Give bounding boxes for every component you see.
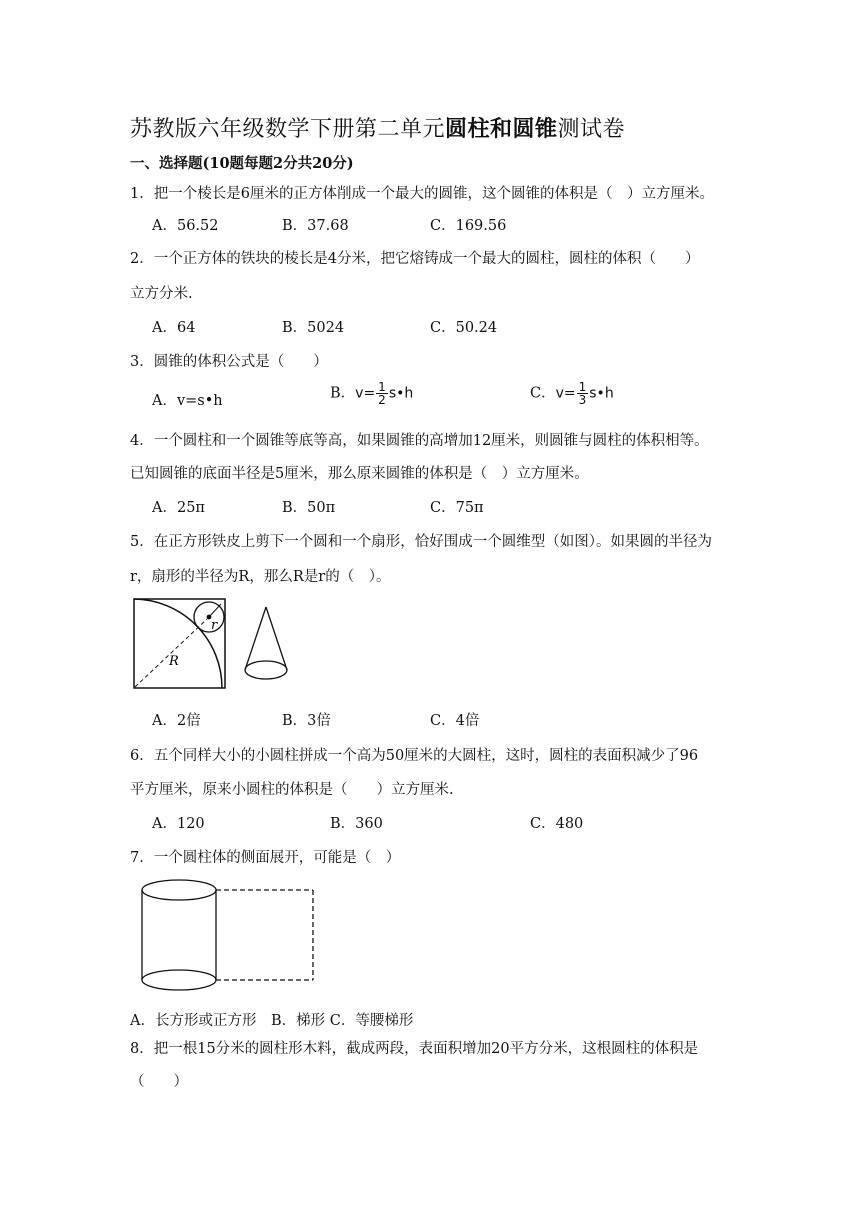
q7-options: A．长方形或正方形 B．梯形 C．等腰梯形 <box>130 1013 414 1029</box>
question-8-line-1: 8．把一根15分米的圆柱形木料，截成两段，表面积增加20平方分米，这根圆柱的体积是 <box>130 1041 699 1057</box>
q5-option-b: B．3倍 <box>282 713 331 729</box>
section-heading: 一、选择题(10题每题2分共20分) <box>130 155 354 172</box>
q4-option-a: A．25π <box>152 500 205 516</box>
question-5-line-2: r，扇形的半径为R，那么R是r的（ ）。 <box>130 569 391 585</box>
fraction-one-third: $\frac{1}{3}$ <box>578 380 587 407</box>
question-3: 3．圆锥的体积公式是（ ） <box>130 354 328 370</box>
q4-option-c: C．75π <box>430 500 484 516</box>
question-2-line-1: 2．一个正方体的铁块的棱长是4分米，把它熔铸成一个最大的圆柱，圆柱的体积（ ） <box>130 251 700 267</box>
large-radius-label: R <box>169 654 179 669</box>
question-2-line-2: 立方分米. <box>130 286 193 302</box>
q3-option-a: A．v=s•h <box>152 393 223 409</box>
q2-option-c: C．50.24 <box>430 320 498 336</box>
question-6-line-1: 6．五个同样大小的小圆柱拼成一个高为50厘米的大圆柱，这时，圆柱的表面积减少了96 <box>130 748 699 764</box>
q2-option-b: B．5024 <box>282 320 345 336</box>
question-7: 7．一个圆柱体的侧面展开，可能是（ ） <box>130 850 401 866</box>
small-radius-label: r <box>211 618 218 633</box>
q5-option-a: A．2倍 <box>152 713 201 729</box>
q2-option-a: A．64 <box>152 320 196 336</box>
q5-option-c: C．4倍 <box>430 713 480 729</box>
q1-option-b: B．37.68 <box>282 218 349 234</box>
q6-option-c: C．480 <box>530 816 584 832</box>
question-1: 1．把一个棱长是6厘米的正方体削成一个最大的圆锥，这个圆锥的体积是（ ）立方厘米。 <box>130 186 714 202</box>
cone-figure <box>242 606 292 686</box>
page-title: 苏教版六年级数学下册第二单元圆柱和圆锥测试卷 <box>130 116 626 142</box>
q6-option-a: A．120 <box>152 816 205 832</box>
question-4-line-2: 已知圆锥的底面半径是5厘米，那么原来圆锥的体积是（ ）立方厘米。 <box>130 466 589 482</box>
q1-option-c: C．169.56 <box>430 218 507 234</box>
q1-option-a: A．56.52 <box>152 218 219 234</box>
fraction-one-half: $\frac{1}{2}$ <box>378 380 386 407</box>
q3-option-c: C．v= $\frac{1}{3}$ s•h <box>530 380 614 407</box>
question-6-line-2: 平方厘米，原来小圆柱的体积是（ ）立方厘米. <box>130 782 454 798</box>
cylinder-unfold-figure <box>138 876 318 996</box>
q6-option-b: B．360 <box>330 816 383 832</box>
question-5-line-1: 5．在正方形铁皮上剪下一个圆和一个扇形，恰好围成一个圆维型（如图）。如果圆的半径为 <box>130 534 712 550</box>
question-4-line-1: 4．一个圆柱和一个圆锥等底等高，如果圆锥的高增加12厘米，则圆锥与圆柱的体积相等。 <box>130 433 709 449</box>
question-8-line-2: （ ） <box>130 1074 188 1090</box>
square-cutting-figure <box>133 598 233 693</box>
q3-option-b: B．v= $\frac{1}{2}$ s•h <box>330 380 414 407</box>
q4-option-b: B．50π <box>282 500 336 516</box>
